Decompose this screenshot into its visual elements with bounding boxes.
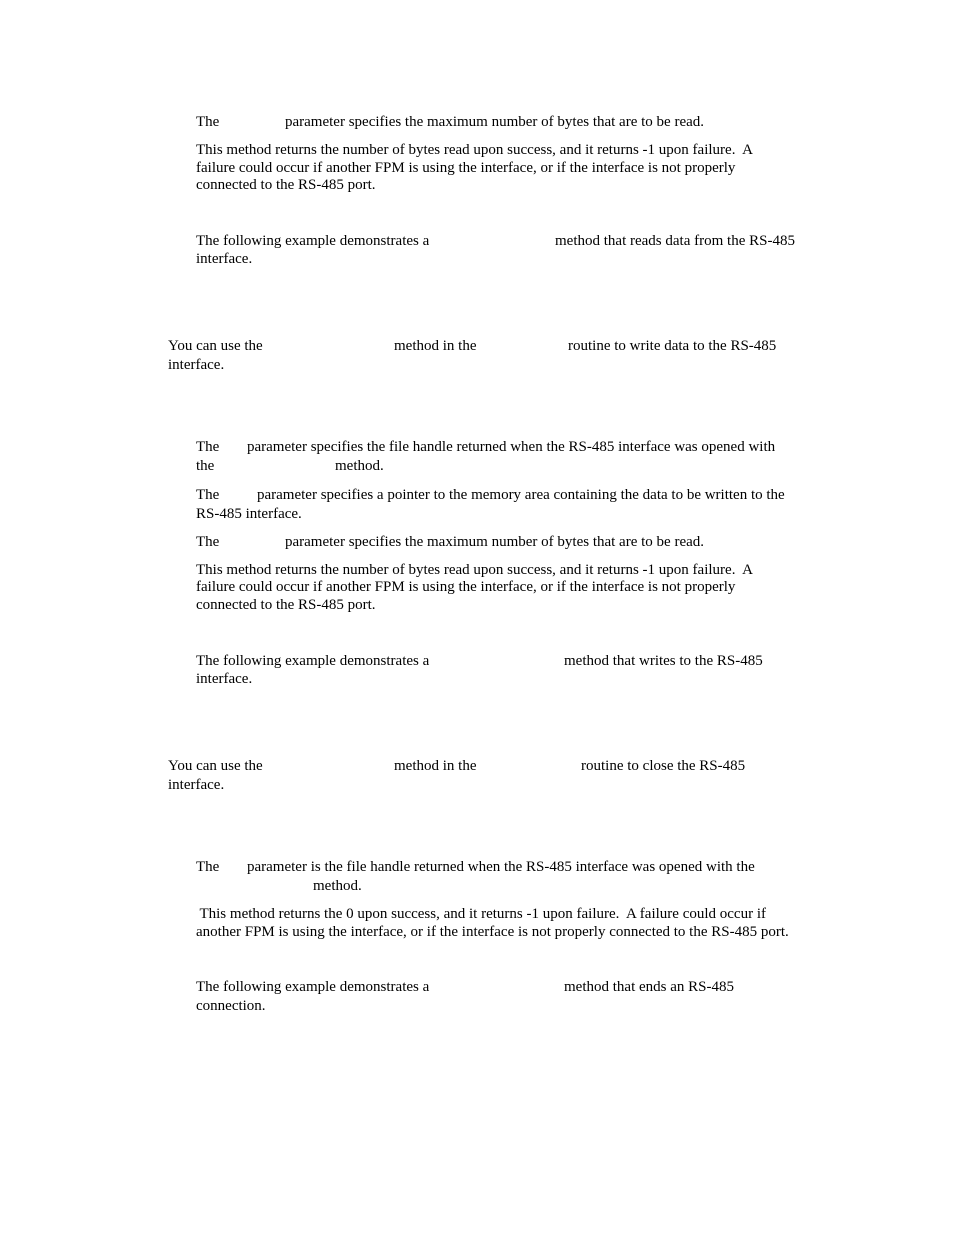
close-intro-text-1: You can use the (168, 758, 263, 774)
write-param-buf-label: The (196, 487, 220, 503)
write-param-size-text: parameter specifies the maximum number of bytes that are to be read. (285, 534, 705, 550)
write-returns-line-3: connected to the RS-485 port. (196, 597, 376, 613)
write-param-size-label: The (196, 534, 220, 550)
write-param-fd-label: The (196, 439, 220, 455)
close-param-fd-text: parameter is the file handle returned when the RS-485 interface was opened with the (247, 859, 755, 875)
close-intro-text-2: method in the (394, 758, 477, 774)
write-example-text-1: The following example demonstrates a (196, 653, 430, 669)
write-param-fd-text: parameter specifies the file handle returned when the RS-485 interface was opened with (247, 439, 776, 455)
close-param-fd-label: The (196, 859, 220, 875)
read-param-size-label: The (196, 114, 220, 130)
write-example-text-3: interface. (196, 671, 253, 687)
write-returns-line-2: failure could occur if another FPM is using the interface, or if the interface is not properly (196, 579, 736, 595)
close-returns-line-2: another FPM is using the interface, or if the interface is not properly connected to the RS-485 port. (196, 924, 789, 940)
close-intro-text-4: interface. (168, 777, 225, 793)
write-param-fd-text-3: method. (335, 458, 384, 474)
write-returns-line-1: This method returns the number of bytes read upon success, and it returns -1 upon failure. A (196, 562, 753, 578)
read-example-text-2: method that reads data from the RS-485 (555, 233, 795, 249)
read-example-text-1: The following example demonstrates a (196, 233, 430, 249)
read-param-size-text: parameter specifies the maximum number of bytes that are to be read. (285, 114, 705, 130)
read-example-text-3: interface. (196, 251, 253, 267)
write-intro-text-1: You can use the (168, 338, 263, 354)
read-returns-line-3: connected to the RS-485 port. (196, 177, 376, 193)
write-intro-text-3: routine to write data to the RS-485 (568, 338, 777, 354)
read-returns-line-1: This method returns the number of bytes read upon success, and it returns -1 upon failure. A (196, 142, 753, 158)
write-param-buf-text: parameter specifies a pointer to the memory area containing the data to be written to the (257, 487, 785, 503)
close-example-text-1: The following example demonstrates a (196, 979, 430, 995)
write-param-buf-text-2: RS-485 interface. (196, 506, 302, 522)
close-example-text-2: method that ends an RS-485 (564, 979, 734, 995)
close-returns-line-1: This method returns the 0 upon success, and it returns -1 upon failure. A failure could occur if (196, 906, 766, 922)
write-param-fd-text-2: the (196, 458, 215, 474)
close-intro-text-3: routine to close the RS-485 (581, 758, 746, 774)
write-intro-text-2: method in the (394, 338, 477, 354)
write-example-text-2: method that writes to the RS-485 (564, 653, 763, 669)
write-intro-text-4: interface. (168, 357, 225, 373)
read-returns-line-2: failure could occur if another FPM is using the interface, or if the interface is not properly (196, 160, 736, 176)
close-param-fd-text-2: method. (313, 878, 362, 894)
close-example-text-3: connection. (196, 998, 266, 1014)
